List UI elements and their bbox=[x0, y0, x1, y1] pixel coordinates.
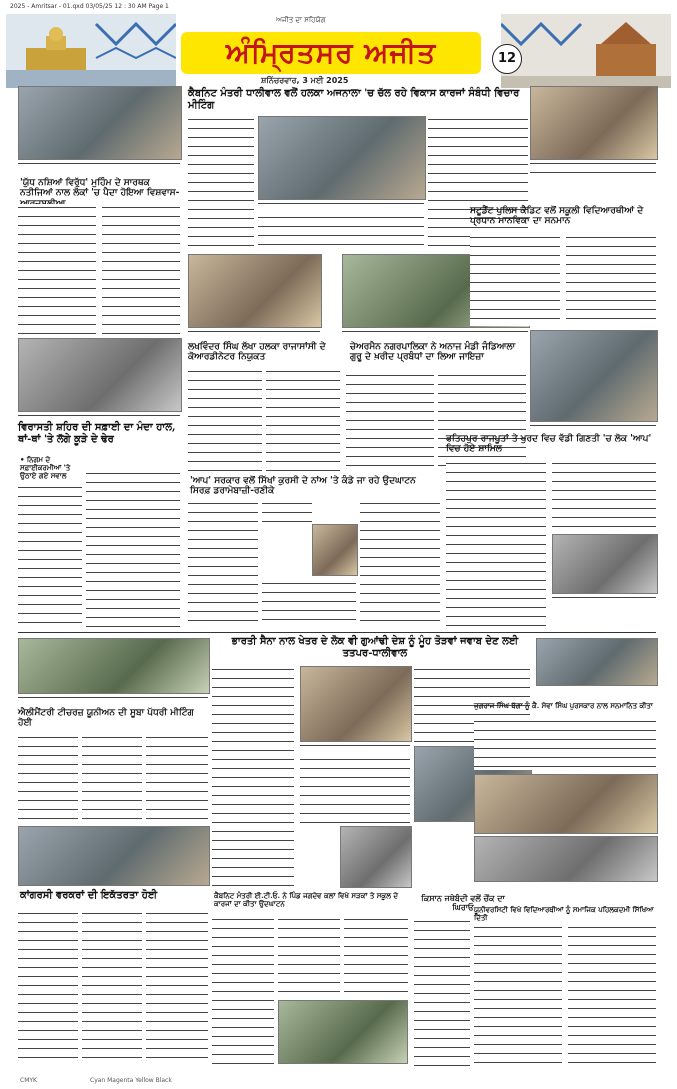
photo-caption bbox=[18, 694, 208, 704]
photo-award bbox=[536, 638, 658, 686]
photo-congress-workers bbox=[18, 826, 210, 886]
photo-portrait bbox=[312, 524, 358, 576]
article-body bbox=[18, 734, 78, 822]
masthead-title-box bbox=[181, 32, 481, 74]
headline-cabinet-meeting: ਕੈਬਨਿਟ ਮੰਤਰੀ ਧਾਲੀਵਾਲ ਵਲੋਂ ਹਲਕਾ ਅਜਨਾਲਾ 'ਚ ਚੱਲ ਰਹੇ ਵਿਕਾਸ ਕਾਰਜਾਂ ਸੰਬੰਧੀ ਵਿਚਾਰ ਮੀਟਿੰਗ bbox=[188, 88, 520, 111]
print-footer bbox=[0, 1075, 677, 1089]
article-body bbox=[86, 470, 180, 628]
article-body bbox=[212, 916, 274, 1066]
photo-caption bbox=[530, 160, 656, 174]
photo-caption bbox=[18, 160, 180, 170]
article-body bbox=[474, 924, 562, 1066]
article-body bbox=[18, 910, 78, 1066]
article-body bbox=[262, 580, 356, 628]
photo-army-meeting bbox=[300, 666, 412, 742]
photo-inauguration bbox=[278, 1000, 408, 1064]
heritage-building-banner bbox=[501, 14, 671, 88]
headline-aap-joining: ਫਤਿਹਪੁਰ ਰਾਜਪੂਤਾਂ ਤੇ ਖੁਰਦ ਵਿਚ ਵੱਡੀ ਗਿਣਤੀ 'ਚ ਲੋਕ 'ਆਪ' ਵਿਚ ਹੋਏ ਸ਼ਾਮਿਲ bbox=[446, 434, 652, 455]
article-body bbox=[188, 116, 254, 276]
photo-honour-ceremony bbox=[530, 86, 658, 160]
footer-cmyk: CMYK bbox=[20, 1077, 37, 1084]
headline-heritage-cleanliness: ਵਿਰਾਸਤੀ ਸ਼ਹਿਰ ਦੀ ਸਫ਼ਾਈ ਦਾ ਮੰਦਾ ਹਾਲ, ਥਾਂ-ਥਾਂ 'ਤੇ ਲੱਗੇ ਕੂੜੇ ਦੇ ਢੇਰ bbox=[18, 422, 176, 445]
photo-caption bbox=[530, 422, 656, 430]
photo-caption bbox=[552, 594, 656, 604]
headline-army-support: ਭਾਰਤੀ ਸੈਨਾ ਨਾਲ ਖੇਤਰ ਦੇ ਲੋਕ ਵੀ ਗੁਆਂਢੀ ਦੇਸ਼ ਨੂੰ ਮੂੰਹ ਤੋੜਵਾਂ ਜਵਾਬ ਦੇਣ ਲਈ ਤਤਪਰ-ਧਾਲੀਵਾਲ bbox=[231, 636, 519, 659]
page-number: 12 bbox=[492, 44, 522, 74]
article-body bbox=[146, 910, 208, 1066]
article-body bbox=[344, 916, 408, 996]
article-body bbox=[18, 204, 96, 334]
article-body bbox=[568, 924, 656, 1066]
article-body bbox=[82, 734, 142, 822]
headline-congress-workers: ਕਾਂਗਰਸੀ ਵਰਕਰਾਂ ਦੀ ਇਕੱਤਰਤਾ ਹੋਈ bbox=[20, 890, 158, 901]
headline-aap-drama: 'ਆਪ' ਸਰਕਾਰ ਵਲੋਂ ਸਿੱਖਾਂ ਕੁਰਸੀ ਦੇ ਨਾਂਅ 'ਤੇ ਕੰਡੇ ਜਾ ਰਹੇ ਉਦਘਾਟਨ ਸਿਰਫ਼ ਡਰਾਮੇਬਾਜ਼ੀ-ਰਣੀਕੇ bbox=[190, 476, 416, 497]
headline-award: ਜੁਗਰਾਜ ਸਿੰਘ ਬੱਗਾ ਨੂੰ ਕੈ. ਸੇਵਾ ਸਿੰਘ ਪੁਰਸਕਾਰ ਨਾਲ ਸਨਮਾਨਿਤ ਕੀਤਾ bbox=[474, 701, 653, 710]
article-body bbox=[474, 718, 656, 770]
headline-teachers-union: ਐਲੀਮੈਂਟਰੀ ਟੀਚਰਜ਼ ਯੂਨੀਅਨ ਦੀ ਸੂਬਾ ਪੱਧਰੀ ਮੀਟਿੰਗ ਹੋਈ bbox=[18, 708, 194, 729]
article-body bbox=[300, 756, 410, 826]
article-body bbox=[82, 910, 142, 1066]
print-slug: 2025 - Amritsar - 01.qxd 03/05/25 12 : 30 AM Page 1 bbox=[10, 3, 169, 10]
photo-cabinet-meeting bbox=[258, 116, 426, 200]
photo-appointment-event bbox=[188, 254, 322, 328]
photo-small-event bbox=[340, 826, 412, 888]
headline-grain-market: ਚੇਅਰਮੈਨ ਨਗਰਪਾਲਿਕਾ ਨੇ ਅਨਾਜ ਮੰਡੀ ਜੰਡਿਆਲਾ ਗੁਰੂ ਦੇ ਖ਼ਰੀਦ ਪ੍ਰਬੰਧਾਂ ਦਾ ਲਿਆ ਜਾਇਜ਼ਾ bbox=[350, 342, 516, 363]
headline-farmers-union: ਕਿਸਾਨ ਜਥੇਬੰਦੀ ਵਲੋਂ ਚੌਂਕ ਦਾ ਘਿਰਾਓ bbox=[421, 893, 505, 913]
photo-seminar bbox=[474, 836, 658, 882]
photo-minister-office bbox=[18, 86, 182, 160]
footer-colors: Cyan Magenta Yellow Black bbox=[90, 1077, 172, 1084]
article-body bbox=[438, 372, 526, 472]
photo-caption bbox=[18, 412, 180, 420]
photo-garbage-heap bbox=[18, 338, 182, 412]
headline-university: ਯੂਨੀਵਰਸਿਟੀ ਵਿਖੇ ਵਿਦਿਆਰਥੀਆਂ ਨੂੰ ਸਮਾਜਿਕ ਪਹਿਲਕਦਮੀ ਸਿੱਖਿਆ ਦਿੱਤੀ bbox=[474, 905, 654, 923]
photo-caption bbox=[188, 328, 320, 338]
article-body bbox=[414, 918, 470, 1066]
photo-joining-event bbox=[530, 330, 658, 422]
masthead bbox=[6, 14, 671, 88]
headline-eto-inauguration: ਕੈਬਨਿਟ ਮੰਤਰੀ ਈ.ਟੀ.ਓ. ਨੇ ਪਿੰਡ ਜਗਦੇਵ ਕਲਾਂ ਵਿਖੇ ਸੜਕਾਂ ਤੇ ਸਕੂਲ ਦੇ ਕਾਰਜਾਂ ਦਾ ਕੀਤਾ ਉਦਘਾਟਨ bbox=[214, 891, 398, 909]
photo-people-group bbox=[552, 534, 658, 594]
photo-caption bbox=[300, 742, 410, 752]
article-body bbox=[262, 500, 312, 526]
article-body bbox=[188, 500, 258, 628]
golden-temple-banner bbox=[6, 14, 176, 88]
headline-lakhwinder-appointed: ਲਖਵਿੰਦਰ ਸਿੰਘ ਲੱਖਾ ਹਲਕਾ ਰਾਜਾਸਾਂਸੀ ਦੇ ਕੋਆਰਡੀਨੇਟਰ ਨਿਯੁਕਤ bbox=[188, 342, 326, 363]
article-body bbox=[552, 460, 656, 530]
photo-teachers-union bbox=[18, 638, 210, 694]
article-body bbox=[346, 372, 434, 472]
article-body bbox=[188, 368, 262, 472]
subhead-heritage: • ਨਿਗਮ ਦੇ ਸਫ਼ਾਈਕਰਮੀਆਂ 'ਤੇ ਉਠਾਏ ਗਏ ਸਵਾਲ bbox=[20, 455, 71, 481]
article-body bbox=[360, 500, 440, 628]
masthead-tagline: ਅਜੀਤ ਦਾ ਸਹਿਯੋਗ bbox=[276, 16, 326, 24]
article-body bbox=[446, 460, 546, 628]
article-body bbox=[566, 234, 656, 326]
headline-drug-campaign: 'ਯੁੱਧ ਨਸ਼ਿਆਂ ਵਿਰੁੱਧ' ਮੁਹਿੰਮ ਦੇ ਸਾਰਥਕ ਨਤੀਜਿਆਂ ਨਾਲ ਲੋਕਾਂ 'ਚ ਪੈਦਾ ਹੋਇਆ ਵਿਸ਼ਵਾਸ- bbox=[20, 178, 180, 199]
masthead-title: ਅੰਮ੍ਰਿਤਸਰ ਅਜੀਤ bbox=[225, 36, 437, 69]
photo-caption bbox=[342, 328, 528, 338]
article-body bbox=[146, 734, 208, 822]
headline-student-police-cadet: ਸਟੂਡੈਂਟ ਪੁਲਿਸ ਕੈਡਿਟ ਵਲੋਂ ਸਕੂਲੀ ਵਿਦਿਆਰਥੀਆਂ ਦੇ ਪ੍ਰਧਾਨ ਮਾਨਵਿਕਾ ਦਾ ਸਨਮਾਨ bbox=[470, 206, 644, 227]
article-body bbox=[278, 916, 340, 996]
article-body bbox=[18, 484, 82, 628]
section-divider bbox=[18, 632, 656, 633]
article-body bbox=[212, 666, 294, 888]
article-body bbox=[266, 368, 340, 472]
article-body bbox=[258, 214, 424, 250]
article-body bbox=[470, 234, 560, 326]
photo-award-group bbox=[474, 774, 658, 834]
article-body bbox=[102, 204, 180, 334]
photo-caption bbox=[258, 200, 424, 210]
issue-date: ਸ਼ਨਿੱਚਰਵਾਰ, 3 ਮਈ 2025 bbox=[261, 76, 349, 85]
article-body bbox=[428, 116, 528, 250]
